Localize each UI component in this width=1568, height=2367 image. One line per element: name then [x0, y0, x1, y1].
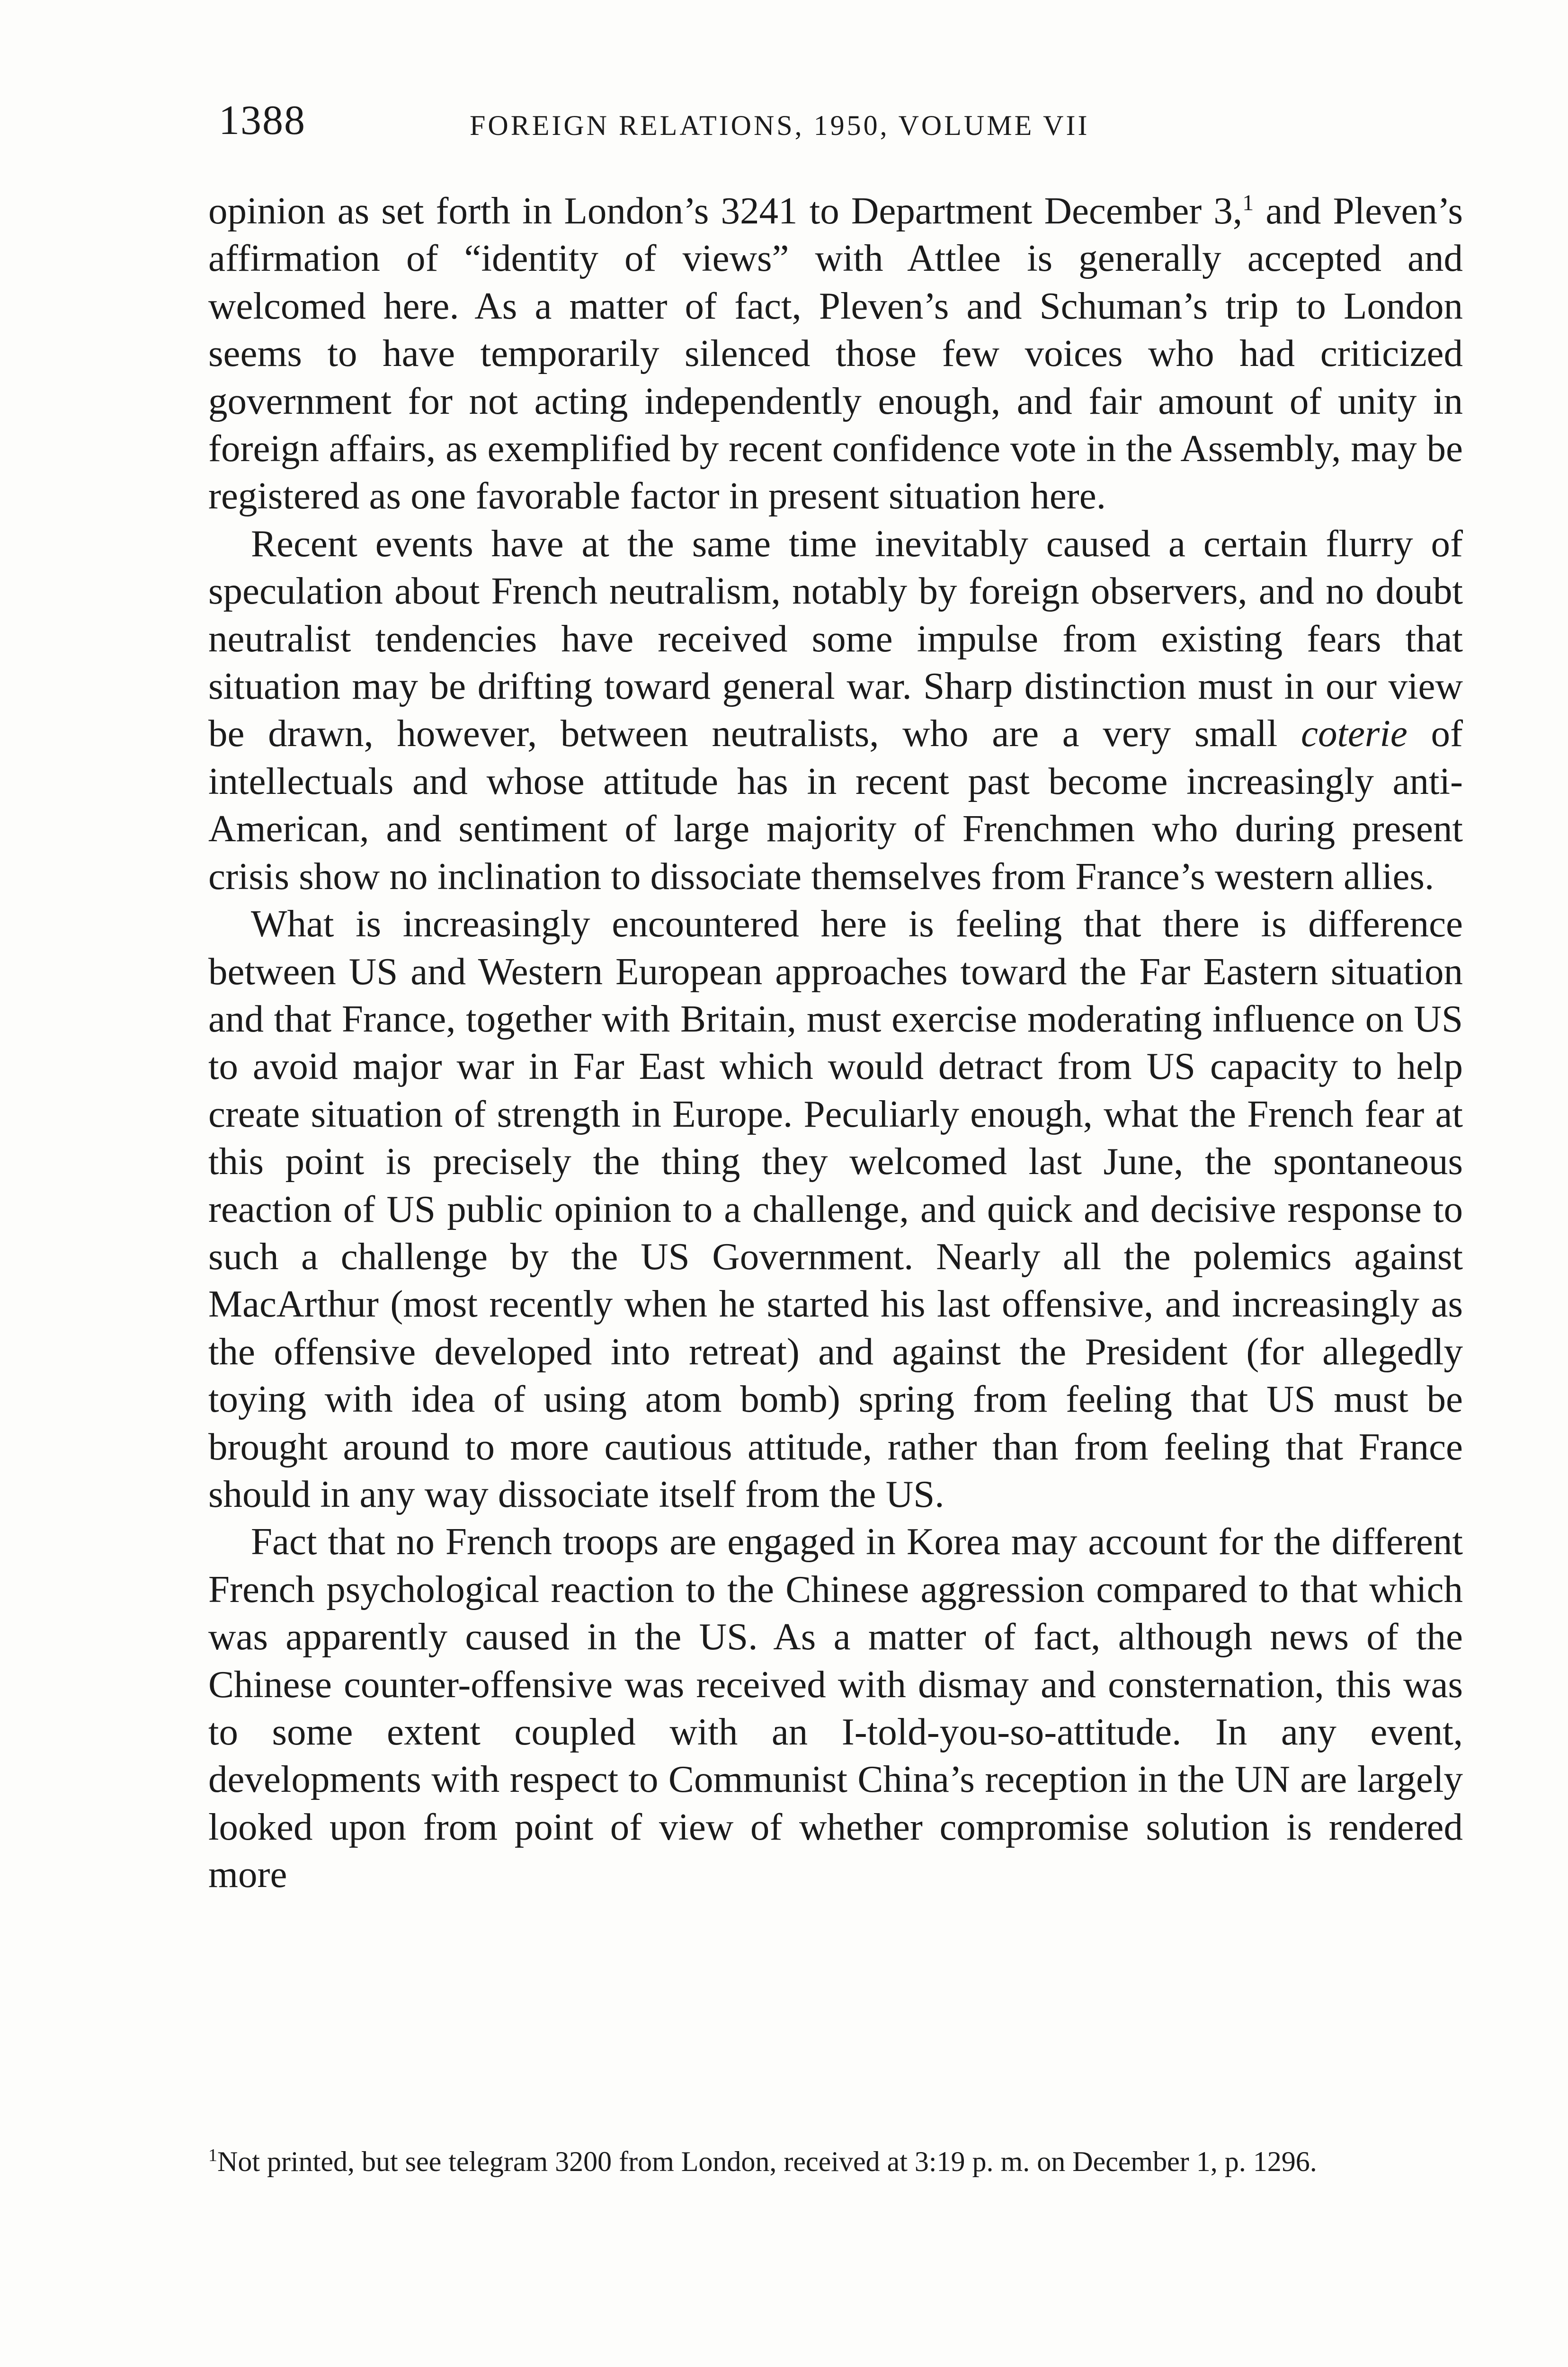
page-number: 1388	[219, 98, 306, 143]
paragraph-1-text-a: opinion as set forth in London’s 3241 to Department December 3,	[208, 189, 1243, 232]
body-text	[208, 187, 1463, 1898]
paragraph-2-text-a: Recent events have at the same time inevitably caused a certain flurry of speculation about French neutralism, notably by foreign observers, and no doubt neutralist tendencies have received some impulse from existing fears that situation may be drifting toward general war. Sharp distinction must in our view be drawn, however, between neutralists, who are a very small	[208, 522, 1463, 755]
running-head-title: FOREIGN RELATIONS, 1950, VOLUME VII	[470, 110, 1090, 141]
paragraph-2-text-b: of intellectuals and whose attitude has in recent past become increasingly anti-American, and sentiment of large majority of Frenchmen who during present crisis show no inclination to dissociate themselves from France’s western allies.	[208, 712, 1463, 898]
paragraph-2-italic: coterie	[1301, 712, 1408, 755]
footnote-reference: 1	[1242, 190, 1254, 215]
paragraph-1	[208, 187, 1463, 520]
running-head	[219, 95, 1469, 147]
paragraph-1-text-b: and Pleven’s affirmation of “identity of views” with Attlee is generally accepted and welcomed here. As a matter of fact, Pleven’s and Schuman’s trip to London seems to have temporarily silenced those few voices who had criticized government for not acting independently enough, and fair amount of unity in foreign affairs, as exemplified by recent confidence vote in the Assembly, may be registered as one favorable factor in present situation here.	[208, 189, 1463, 517]
footnote	[208, 2145, 1463, 2179]
paragraph-2	[208, 520, 1463, 900]
paragraph-4: Fact that no French troops are engaged in Korea may account for the different French psychological reaction to the Chinese aggression compared to that which was apparently caused in the US. As a matter of fact, although news of the Chinese counter-offensive was received with dismay and consternation, this was to some extent coupled with an I-told-you-so-attitude. In any event, developments with respect to Communist China’s reception in the UN are largely looked upon from point of view of whether compromise solution is rendered more	[208, 1520, 1463, 1896]
paragraph-3: What is increasingly encountered here is feeling that there is difference between US and Western European approaches toward the Far Eastern situation and that France, together with Britain, must exercise moderating influence on US to avoid major war in Far East which would detract from US capacity to help create situation of strength in Europe. Peculiarly enough, what the French fear at this point is precisely the thing they welcomed last June, the spontaneous reaction of US public opinion to a challenge, and quick and decisive response to such a challenge by the US Government. Nearly all the polemics against MacArthur (most recently when he started his last offensive, and increasingly as the offensive developed into retreat) and against the President (for allegedly toying with idea of using atom bomb) spring from feeling that US must be brought around to more cautious attitude, rather than from feeling that France should in any way dissociate itself from the US.	[208, 902, 1463, 1515]
footnote-mark: 1	[208, 2145, 217, 2165]
footnote-text: Not printed, but see telegram 3200 from London, received at 3:19 p. m. on December 1, p. 1296.	[217, 2146, 1317, 2177]
